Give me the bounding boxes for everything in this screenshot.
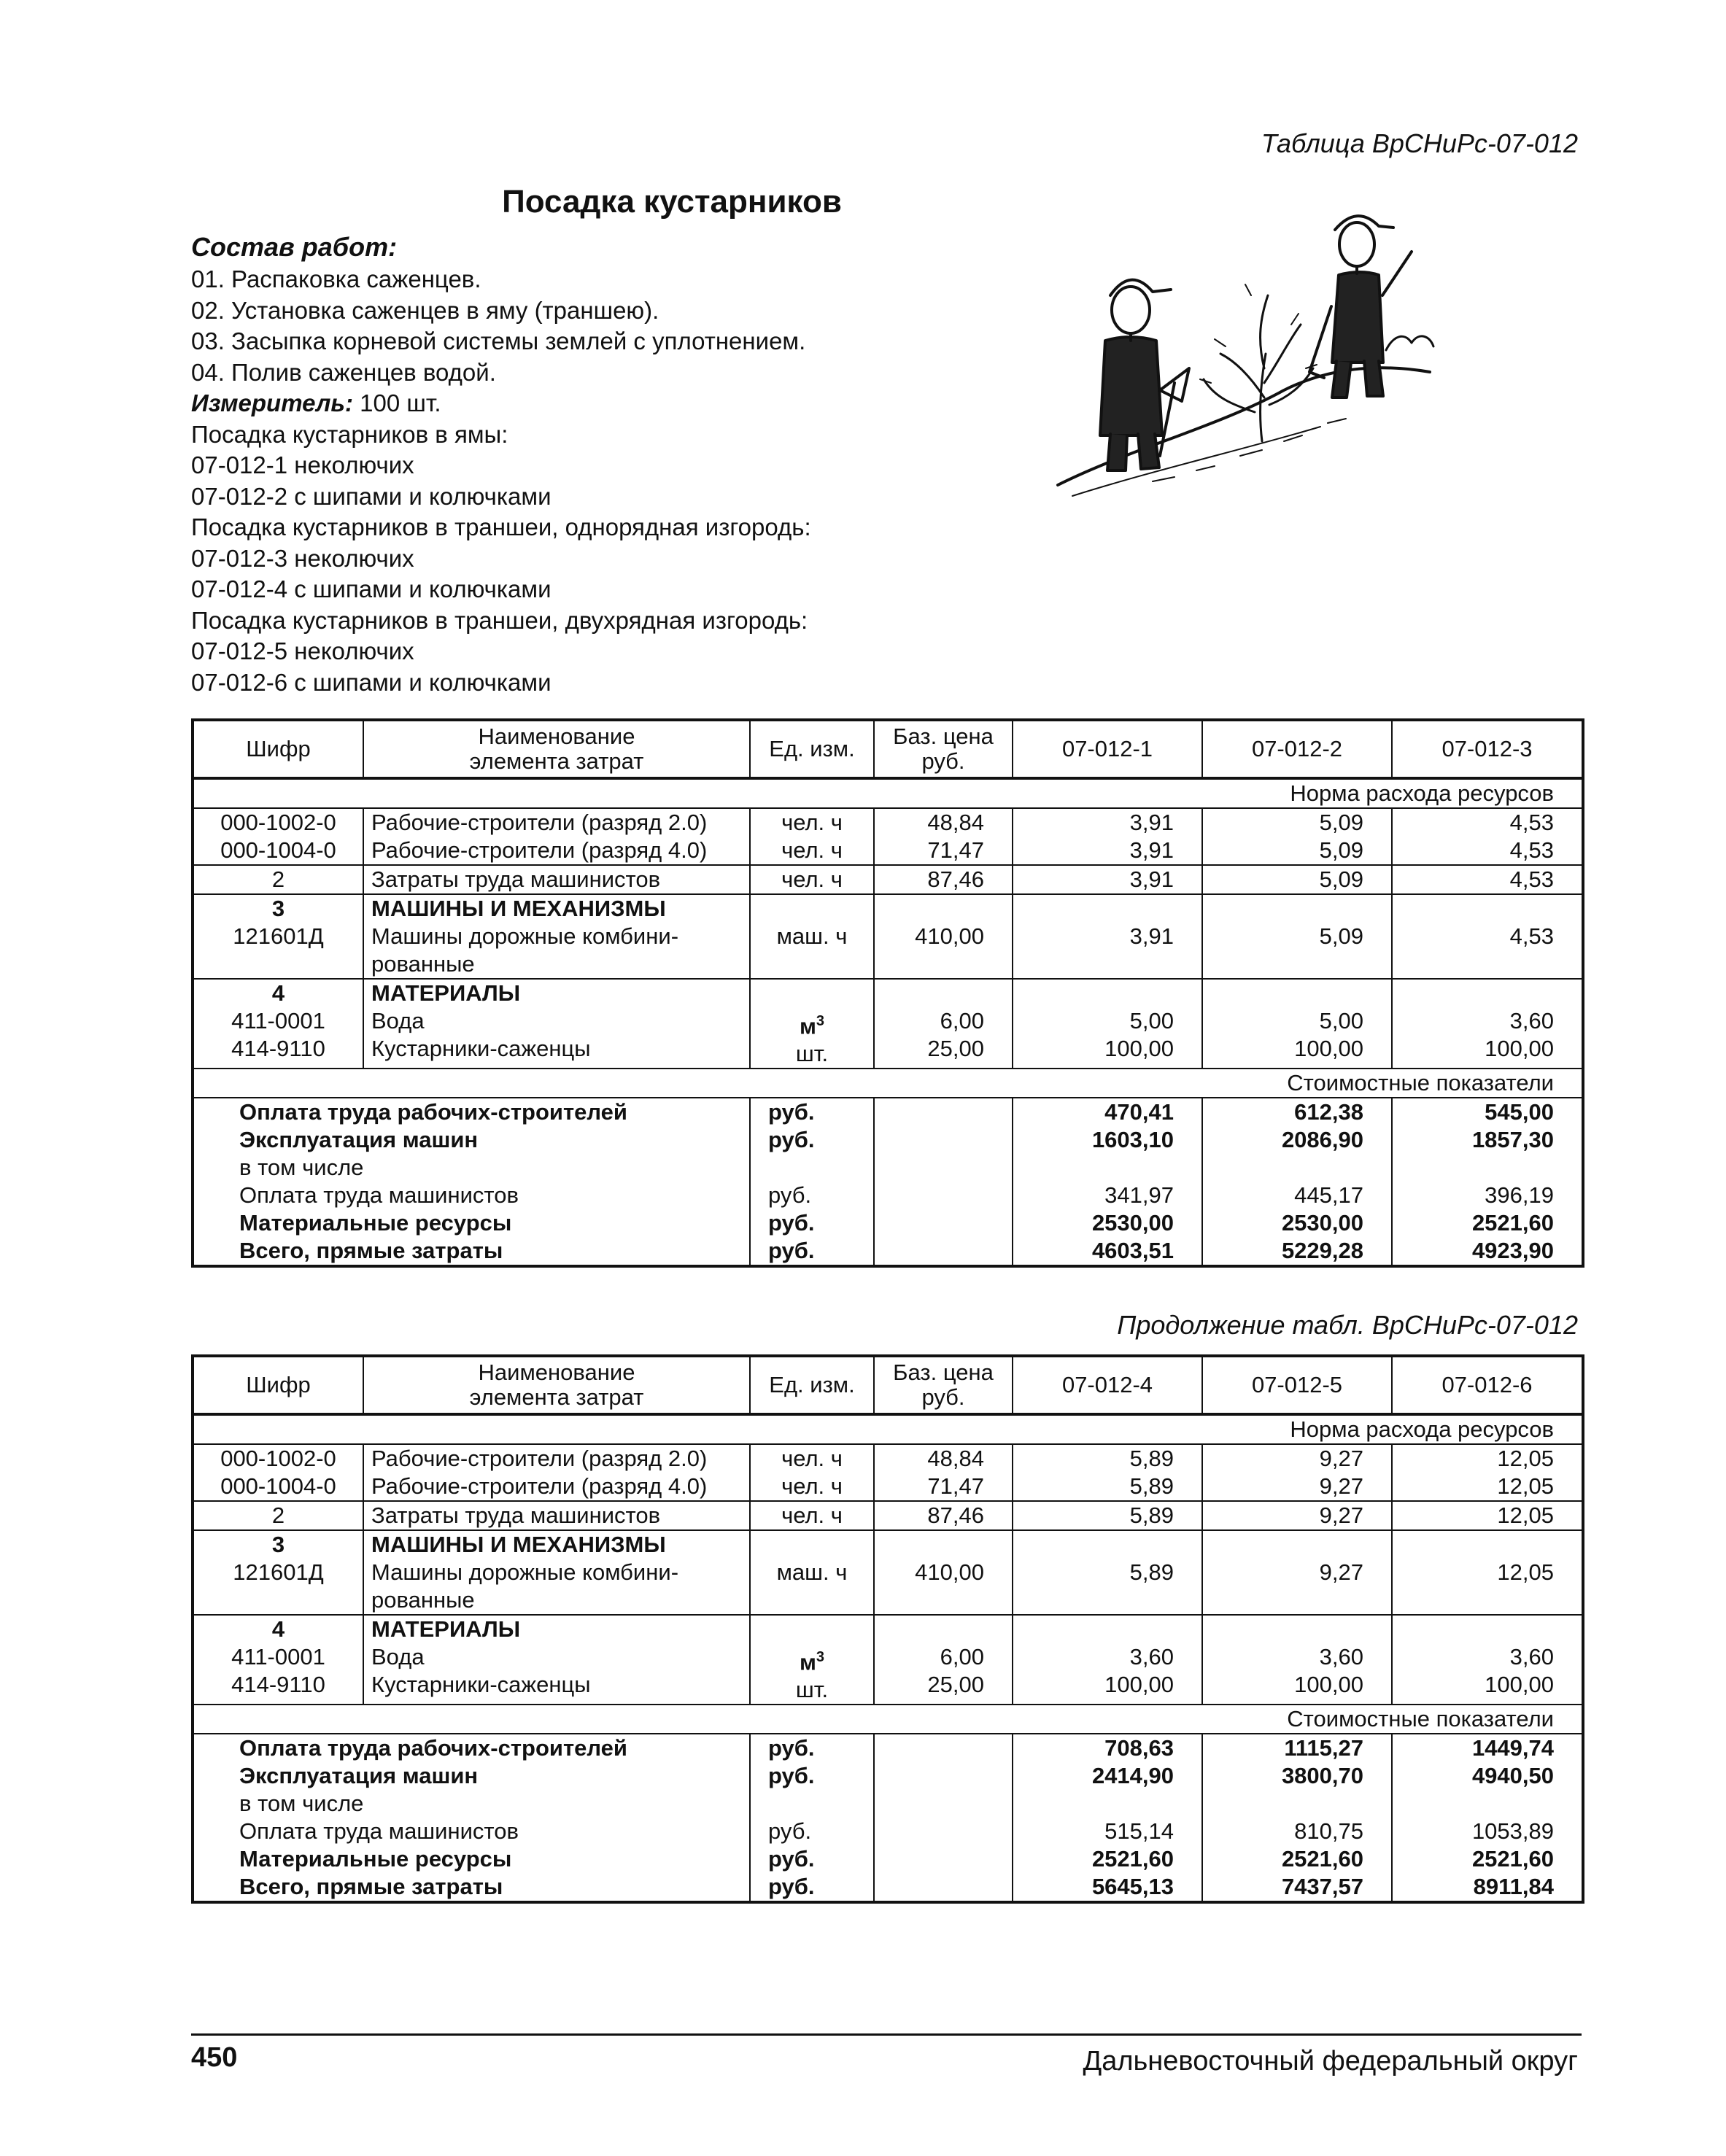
work-item: 04. Полив саженцев водой. [191,358,496,386]
table-cell: 000-1004-0 [193,1473,363,1501]
table-cell [874,1098,1013,1266]
cost-values: 708,63 2414,90 515,14 2521,60 5645,13 [1013,1734,1202,1902]
table-cell: 4,53 [1392,837,1583,865]
resource-table-1 [191,718,1584,1268]
table-row [193,1473,1583,1501]
table-cell: 5,09 [1202,865,1392,894]
variant-line: Посадка кустарников в траншеи, однорядная изгородь: [191,513,811,540]
row-price: 6,00 25,00 [874,979,1013,1069]
page-number: 450 [191,2042,238,2073]
table-cell: 5,00 100,00 [1013,979,1202,1069]
table-cell: Затраты труда машинистов [363,865,750,894]
table-cell: 410,00 [874,1530,1013,1615]
measure-label: Измеритель: [191,389,353,416]
table-cell: чел. ч [750,808,874,837]
table-cell: Рабочие-строители (разряд 2.0) [363,808,750,837]
table-cell: Затраты труда машинистов [363,1501,750,1530]
row-price: 6,00 25,00 [874,1615,1013,1705]
table-cell [874,1734,1013,1902]
table-cell: 71,47 [874,1473,1013,1501]
work-item: 03. Засыпка корневой системы землей с уплотнением. [191,327,806,354]
row-unit: $м^3$ шт. [750,1615,874,1705]
table-row [193,808,1583,837]
col-variant: 07-012-3 [1392,720,1583,778]
table-cell: чел. ч [750,837,874,865]
section-row [193,778,1583,808]
cost-values: 470,41 1603,10 341,97 2530,00 4603,51 [1013,1098,1202,1266]
table-cell: 5,89 [1013,1501,1202,1530]
row-code: 4 411-0001 414-9110 [193,1615,363,1705]
variant-line: 07-012-2 с шипами и колючками [191,482,552,510]
table-cell: чел. ч [750,1501,874,1530]
table-cell: чел. ч [750,1473,874,1501]
table-cell: 000-1004-0 [193,837,363,865]
table-cell: 000-1002-0 [193,808,363,837]
table-caption: Таблица ВрСНиРс-07-012 [1261,128,1578,158]
cost-values: 1449,74 4940,50 1053,89 2521,60 8911,84 [1392,1734,1583,1902]
cost-units: руб. руб. руб. руб. руб. [750,1734,874,1902]
norm-section-label: Норма расхода ресурсов [193,778,1583,808]
table-cell: 9,27 [1202,1473,1392,1501]
col-variant: 07-012-2 [1202,720,1392,778]
row-name: МАШИНЫ И МЕХАНИЗМЫ Машины дорожные комбини- рованные [363,894,750,979]
cost-section-label: Стоимостные показатели [193,1705,1583,1734]
cost-rows [193,1734,1583,1902]
table-cell: 5,09 [1202,894,1392,979]
table-cell: 3,60 100,00 [1392,979,1583,1069]
work-item: 02. Установка саженцев в яму (траншею). [191,296,659,324]
table-cell: Рабочие-строители (разряд 2.0) [363,1444,750,1473]
gardeners-illustration [1043,208,1437,503]
section-row [193,1705,1583,1734]
table-row [193,865,1583,894]
table-cell: 5,00 100,00 [1202,979,1392,1069]
table-cell: 5,89 [1013,1530,1202,1615]
measure-value: 100 шт. [353,389,441,416]
table-cell: 5,89 [1013,1444,1202,1473]
table-cell: 4,53 [1392,865,1583,894]
table-cell: маш. ч [750,1530,874,1615]
table-cell: маш. ч [750,894,874,979]
table-cell: 3,91 [1013,808,1202,837]
row-unit: $м^3$ шт. [750,979,874,1069]
variant-line: 07-012-3 неколючих [191,544,414,572]
col-variant: 07-012-5 [1202,1356,1392,1414]
table-cell: 48,84 [874,808,1013,837]
footer-region: Дальневосточный федеральный округ [1083,2046,1578,2076]
table-cell: 48,84 [874,1444,1013,1473]
table-cell: 12,05 [1392,1444,1583,1473]
variant-line: Посадка кустарников в ямы: [191,420,508,448]
table-cell: 410,00 [874,894,1013,979]
cost-values: 612,38 2086,90 445,17 2530,00 5229,28 [1202,1098,1392,1266]
table-cell: 9,27 [1202,1444,1392,1473]
row-code: 3 121601Д [193,894,363,979]
norm-section-label: Норма расхода ресурсов [193,1414,1583,1444]
footer-rule [191,2033,1582,2036]
table-cell: 87,46 [874,865,1013,894]
col-price: Баз. цена руб. [874,1356,1013,1414]
row-code: 4 411-0001 414-9110 [193,979,363,1069]
table-cell: 2 [193,1501,363,1530]
table-cell: Рабочие-строители (разряд 4.0) [363,837,750,865]
col-price: Баз. цена руб. [874,720,1013,778]
section-row [193,1069,1583,1098]
table-cell: 5,89 [1013,1473,1202,1501]
col-code: Шифр [193,1356,363,1414]
table-cell: 2 [193,865,363,894]
table-row [193,1530,1583,1615]
table-row [193,979,1583,1069]
cost-section-label: Стоимостные показатели [193,1069,1583,1098]
table-cell: чел. ч [750,865,874,894]
table-cell: Рабочие-строители (разряд 4.0) [363,1473,750,1501]
cost-rows [193,1098,1583,1266]
table-cell: 3,60 100,00 [1202,1615,1392,1705]
table-cell: 3,91 [1013,894,1202,979]
cost-labels: Оплата труда рабочих-строителей Эксплуатация машин в том числе Оплата труда машинистов Материальные ресурсы Всего, прямые затраты [193,1098,750,1266]
table-cell: 87,46 [874,1501,1013,1530]
table-cell: 4,53 [1392,894,1583,979]
section-row [193,1414,1583,1444]
table-cell: 71,47 [874,837,1013,865]
variant-line: 07-012-5 неколючих [191,637,414,664]
col-name: Наименование элемента затрат [363,720,750,778]
variant-line: Посадка кустарников в траншеи, двухрядная изгородь: [191,606,808,634]
measure-line [191,388,811,419]
table-cell: 5,09 [1202,808,1392,837]
col-code: Шифр [193,720,363,778]
table-row [193,1615,1583,1705]
work-item: 01. Распаковка саженцев. [191,265,481,292]
table-row [193,837,1583,865]
cost-values: 545,00 1857,30 396,19 2521,60 4923,90 [1392,1098,1583,1266]
table-cell: 12,05 [1392,1501,1583,1530]
col-unit: Ед. изм. [750,1356,874,1414]
table-cell: 3,91 [1013,837,1202,865]
table-row [193,894,1583,979]
page-title: Посадка кустарников [502,184,842,220]
cost-labels: Оплата труда рабочих-строителей Эксплуатация машин в том числе Оплата труда машинистов Материальные ресурсы Всего, прямые затраты [193,1734,750,1902]
table-cell: 12,05 [1392,1473,1583,1501]
continuation-caption: Продолжение табл. ВрСНиРс-07-012 [1117,1310,1578,1340]
row-name: МАШИНЫ И МЕХАНИЗМЫ Машины дорожные комбини- рованные [363,1530,750,1615]
col-variant: 07-012-4 [1013,1356,1202,1414]
table-row [193,1501,1583,1530]
table-cell: 3,91 [1013,865,1202,894]
variant-line: 07-012-1 неколючих [191,451,414,478]
table-cell: 9,27 [1202,1501,1392,1530]
table-cell: 9,27 [1202,1530,1392,1615]
table-cell: 4,53 [1392,808,1583,837]
table-row [193,1444,1583,1473]
col-variant: 07-012-1 [1013,720,1202,778]
resource-table-2 [191,1354,1584,1904]
work-composition-list [191,264,811,698]
variant-line: 07-012-4 с шипами и колючками [191,575,552,602]
table-cell: 12,05 [1392,1530,1583,1615]
variant-line: 07-012-6 с шипами и колючками [191,668,552,696]
cost-units: руб. руб. руб. руб. руб. [750,1098,874,1266]
col-variant: 07-012-6 [1392,1356,1583,1414]
table-cell: 3,60 100,00 [1013,1615,1202,1705]
table-cell: 5,09 [1202,837,1392,865]
row-name: МАТЕРИАЛЫ Вода Кустарники-саженцы [363,1615,750,1705]
table-cell: 3,60 100,00 [1392,1615,1583,1705]
col-name: Наименование элемента затрат [363,1356,750,1414]
cost-values: 1115,27 3800,70 810,75 2521,60 7437,57 [1202,1734,1392,1902]
table-cell: чел. ч [750,1444,874,1473]
work-composition-heading: Состав работ: [191,232,398,262]
row-code: 3 121601Д [193,1530,363,1615]
col-unit: Ед. изм. [750,720,874,778]
row-name: МАТЕРИАЛЫ Вода Кустарники-саженцы [363,979,750,1069]
table-cell: 000-1002-0 [193,1444,363,1473]
